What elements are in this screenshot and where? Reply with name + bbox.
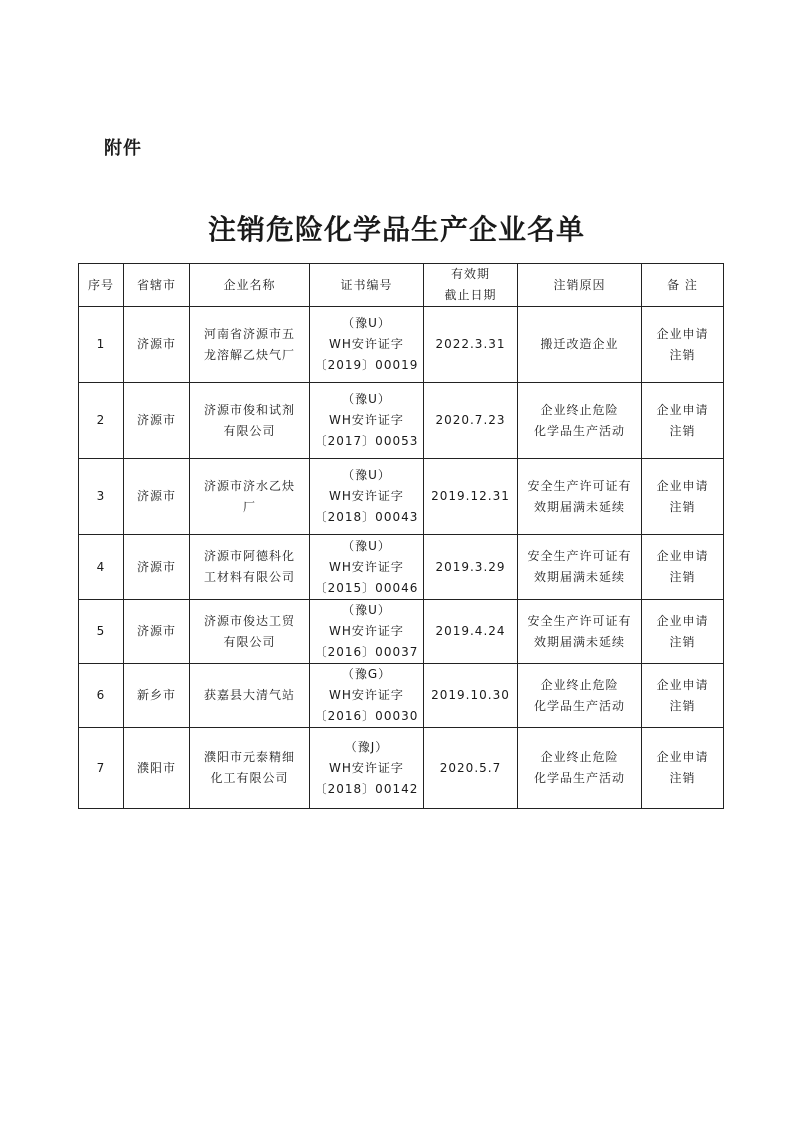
cell-reason: 企业终止危险 化学品生产活动	[518, 383, 642, 459]
table-row	[79, 664, 724, 728]
cell-index: 3	[79, 459, 124, 535]
cell-expiry: 2019.12.31	[424, 459, 518, 535]
cell-certificate: （豫G） WH安许证字 〔2016〕00030	[310, 664, 424, 728]
cell-reason: 安全生产许可证有 效期届满未延续	[518, 600, 642, 664]
revocation-table	[78, 263, 724, 809]
cell-reason: 企业终止危险 化学品生产活动	[518, 664, 642, 728]
cell-company: 河南省济源市五 龙溶解乙炔气厂	[190, 307, 310, 383]
table-row	[79, 600, 724, 664]
cell-remark: 企业申请 注销	[642, 307, 724, 383]
column-header-company: 企业名称	[190, 264, 310, 307]
cell-reason: 搬迁改造企业	[518, 307, 642, 383]
table-row	[79, 535, 724, 600]
cell-company: 济源市俊达工贸 有限公司	[190, 600, 310, 664]
cell-certificate: （豫U） WH安许证字 〔2017〕00053	[310, 383, 424, 459]
cell-expiry: 2020.5.7	[424, 728, 518, 809]
cell-remark: 企业申请 注销	[642, 459, 724, 535]
cell-company: 济源市济水乙炔 厂	[190, 459, 310, 535]
cell-city: 济源市	[124, 459, 190, 535]
column-header-city: 省辖市	[124, 264, 190, 307]
cell-city: 濮阳市	[124, 728, 190, 809]
cell-expiry: 2022.3.31	[424, 307, 518, 383]
table-row	[79, 383, 724, 459]
table-row	[79, 728, 724, 809]
cell-index: 1	[79, 307, 124, 383]
cell-city: 济源市	[124, 307, 190, 383]
cell-company: 获嘉县大清气站	[190, 664, 310, 728]
cell-index: 7	[79, 728, 124, 809]
cell-remark: 企业申请 注销	[642, 600, 724, 664]
cell-certificate: （豫U） WH安许证字 〔2018〕00043	[310, 459, 424, 535]
table-row	[79, 459, 724, 535]
document-title: 注销危险化学品生产企业名单	[207, 213, 585, 246]
table-row	[79, 307, 724, 383]
cell-city: 济源市	[124, 535, 190, 600]
cell-remark: 企业申请 注销	[642, 728, 724, 809]
cell-index: 5	[79, 600, 124, 664]
cell-city: 济源市	[124, 600, 190, 664]
cell-company: 济源市阿德科化 工材料有限公司	[190, 535, 310, 600]
cell-expiry: 2019.4.24	[424, 600, 518, 664]
cell-city: 济源市	[124, 383, 190, 459]
column-header-expiry: 有效期 截止日期	[424, 264, 518, 307]
cell-certificate: （豫U） WH安许证字 〔2019〕00019	[310, 307, 424, 383]
cell-remark: 企业申请 注销	[642, 535, 724, 600]
cell-index: 2	[79, 383, 124, 459]
attachment-label: 附件	[104, 138, 142, 159]
cell-remark: 企业申请 注销	[642, 383, 724, 459]
column-header-reason: 注销原因	[518, 264, 642, 307]
cell-expiry: 2020.7.23	[424, 383, 518, 459]
cell-remark: 企业申请 注销	[642, 664, 724, 728]
cell-certificate: （豫U） WH安许证字 〔2016〕00037	[310, 600, 424, 664]
cell-city: 新乡市	[124, 664, 190, 728]
cell-expiry: 2019.3.29	[424, 535, 518, 600]
cell-reason: 企业终止危险 化学品生产活动	[518, 728, 642, 809]
cell-index: 6	[79, 664, 124, 728]
cell-certificate: （豫J） WH安许证字 〔2018〕00142	[310, 728, 424, 809]
column-header-index: 序号	[79, 264, 124, 307]
cell-company: 濮阳市元泰精细 化工有限公司	[190, 728, 310, 809]
table-header-row	[79, 264, 724, 307]
cell-index: 4	[79, 535, 124, 600]
column-header-remark: 备 注	[642, 264, 724, 307]
cell-company: 济源市俊和试剂 有限公司	[190, 383, 310, 459]
column-header-certificate: 证书编号	[310, 264, 424, 307]
cell-expiry: 2019.10.30	[424, 664, 518, 728]
cell-reason: 安全生产许可证有 效期届满未延续	[518, 535, 642, 600]
cell-certificate: （豫U） WH安许证字 〔2015〕00046	[310, 535, 424, 600]
cell-reason: 安全生产许可证有 效期届满未延续	[518, 459, 642, 535]
